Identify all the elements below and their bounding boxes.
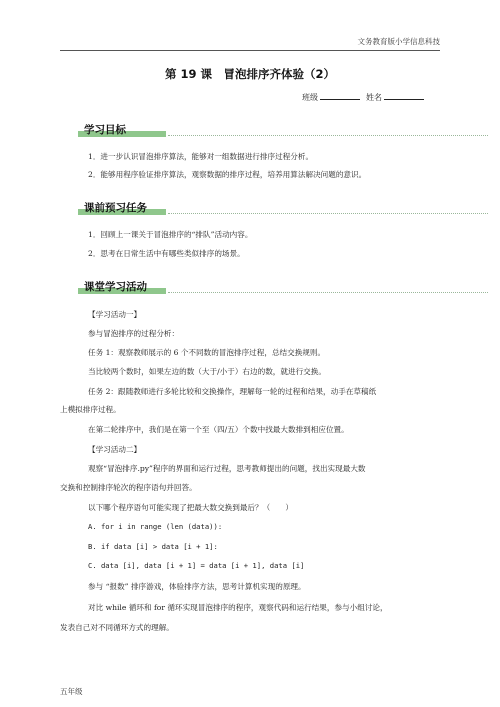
section-divider bbox=[168, 213, 488, 214]
activity-line: 任务 1：观察教师展示的 6 个不同数的冒泡排序过程，总结交换规则。 bbox=[88, 348, 326, 357]
activity-line: 观察“冒泡排序.py”程序的界面和运行过程，思考教师提出的问题，找出实现最大数 bbox=[88, 464, 366, 473]
activity-line: 在第二轮排序中，我们是在第一个至（四/五）个数中找最大数排到相应位置。 bbox=[88, 425, 349, 434]
section-heading: 课前预习任务 bbox=[84, 202, 147, 214]
goal-item: 2．能够用程序验证排序算法，观察数据的排序过程，培养用算法解决问题的意识。 bbox=[88, 170, 367, 179]
header-divider bbox=[60, 50, 440, 51]
activity-line: 上模拟排序过程。 bbox=[60, 405, 121, 414]
name-blank bbox=[384, 99, 424, 100]
section-divider bbox=[168, 135, 488, 136]
footer-grade: 五年级 bbox=[60, 687, 83, 696]
activity-line: 发表自己对不同循环方式的理解。 bbox=[60, 623, 174, 632]
header-org: 文务教育版小学信息科技 bbox=[357, 37, 440, 46]
activity-line: 任务 2：跟随教师进行多轮比较和交换操作，理解每一轮的过程和结果，动手在草稿纸 bbox=[88, 387, 377, 396]
activity-heading: 【学习活动一】 bbox=[88, 310, 142, 319]
page-title: 第 19 课 冒泡排序齐体验（2） bbox=[164, 67, 335, 81]
option-b: B. if data [i] > data [i + 1]: bbox=[88, 542, 218, 551]
activity-heading: 【学习活动二】 bbox=[88, 445, 142, 454]
activity-line: 对比 while 循环和 for 循环实现冒泡排序的程序，观察代码和运行结果，参与小组讨论， bbox=[88, 603, 388, 612]
activity-line: 参与冒泡排序的过程分析： bbox=[88, 329, 180, 338]
section-heading: 学习目标 bbox=[84, 124, 126, 136]
activity-line: 当比较两个数时，如果左边的数（大于/小于）右边的数，就进行交换。 bbox=[88, 367, 326, 376]
section-divider bbox=[168, 292, 488, 293]
section-heading: 课堂学习活动 bbox=[84, 281, 147, 293]
name-label: 姓名 bbox=[366, 93, 382, 102]
option-a: A. for i in range (len (data)): bbox=[88, 522, 223, 531]
activity-line: 交换和控制排序轮次的程序语句并回答。 bbox=[60, 483, 197, 492]
question-line: 以下哪个程序语句可能实现了把最大数交换到最后？（ ） bbox=[88, 503, 294, 512]
class-label: 班级 bbox=[302, 93, 318, 102]
class-blank bbox=[320, 99, 360, 100]
preview-item: 2．思考在日常生活中有哪些类似排序的场景。 bbox=[88, 249, 245, 258]
class-name-line bbox=[302, 92, 424, 103]
preview-item: 1．回顾上一课关于冒泡排序的“排队”活动内容。 bbox=[88, 230, 253, 239]
option-c: C. data [i], data [i + 1] = data [i + 1], data [i] bbox=[88, 561, 305, 570]
activity-line: 参与 “报数” 排序游戏，体验排序方法，思考计算机实现的原理。 bbox=[88, 582, 306, 591]
goal-item: 1．进一步认识冒泡排序算法，能够对一组数据进行排序过程分析。 bbox=[88, 152, 314, 161]
